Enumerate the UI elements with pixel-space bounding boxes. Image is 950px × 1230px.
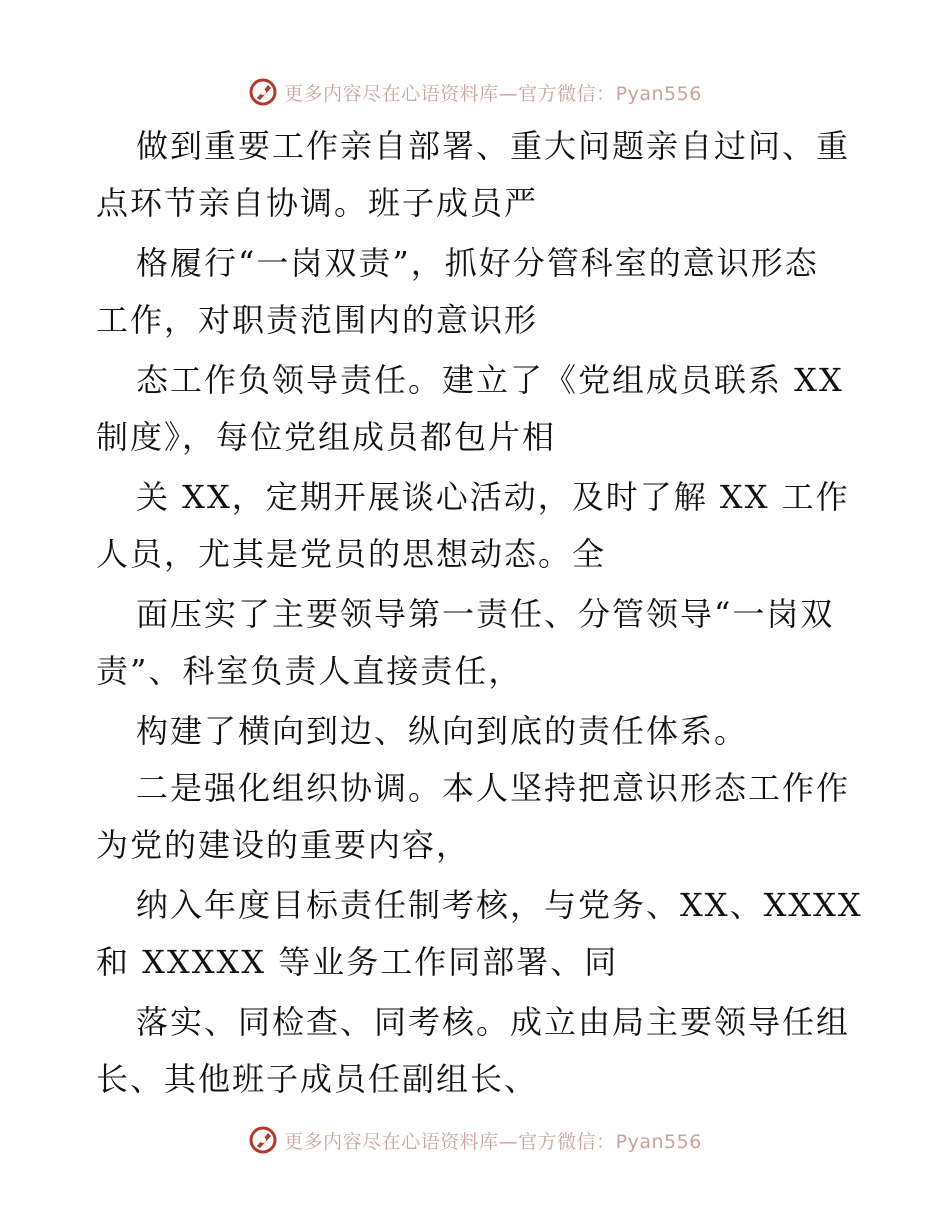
text-line-15: 和 XXXXX 等业务工作同部署、同 bbox=[96, 943, 619, 981]
text-line-8: 人员，尤其是党员的思想动态。全 bbox=[96, 535, 607, 573]
header-watermark-text: 更多内容尽在心语资料库—官方微信：Pyan556 bbox=[284, 82, 702, 105]
text-line-3: 格履行“一岗双责”，抓好分管科室的意识形态 bbox=[136, 244, 819, 282]
footer-watermark-text: 更多内容尽在心语资料库—官方微信：Pyan556 bbox=[284, 1130, 702, 1153]
pen-logo-icon bbox=[248, 77, 278, 107]
text-line-7: 关 XX，定期开展谈心活动，及时了解 XX 工作 bbox=[136, 478, 850, 516]
text-line-2: 点环节亲自协调。班子成员严 bbox=[96, 184, 539, 222]
text-line-4: 工作，对职责范围内的意识形 bbox=[96, 301, 539, 339]
text-line-14: 纳入年度目标责任制考核，与党务、XX、XXXX bbox=[136, 886, 863, 924]
footer-watermark-banner bbox=[0, 1120, 950, 1160]
text-line-17: 长、其他班子成员任副组长、 bbox=[96, 1060, 539, 1098]
text-line-5: 态工作负领导责任。建立了《党组成员联系 XX bbox=[136, 361, 844, 399]
text-line-16: 落实、同检查、同考核。成立由局主要领导任组 bbox=[136, 1003, 851, 1041]
header-watermark-banner bbox=[0, 72, 950, 112]
text-line-10: 责”、科室负责人直接责任， bbox=[96, 652, 523, 690]
text-line-6: 制度》，每位党组成员都包片相 bbox=[96, 418, 557, 456]
text-line-13: 为党的建设的重要内容， bbox=[96, 826, 471, 864]
pen-logo-icon bbox=[248, 1125, 278, 1155]
text-line-12: 二是强化组织协调。本人坚持把意识形态工作作 bbox=[136, 769, 851, 807]
text-line-1: 做到重要工作亲自部署、重大问题亲自过问、重 bbox=[136, 127, 851, 165]
text-line-9: 面压实了主要领导第一责任、分管领导“一岗双 bbox=[136, 595, 835, 633]
text-line-11: 构建了横向到边、纵向到底的责任体系。 bbox=[136, 712, 749, 750]
